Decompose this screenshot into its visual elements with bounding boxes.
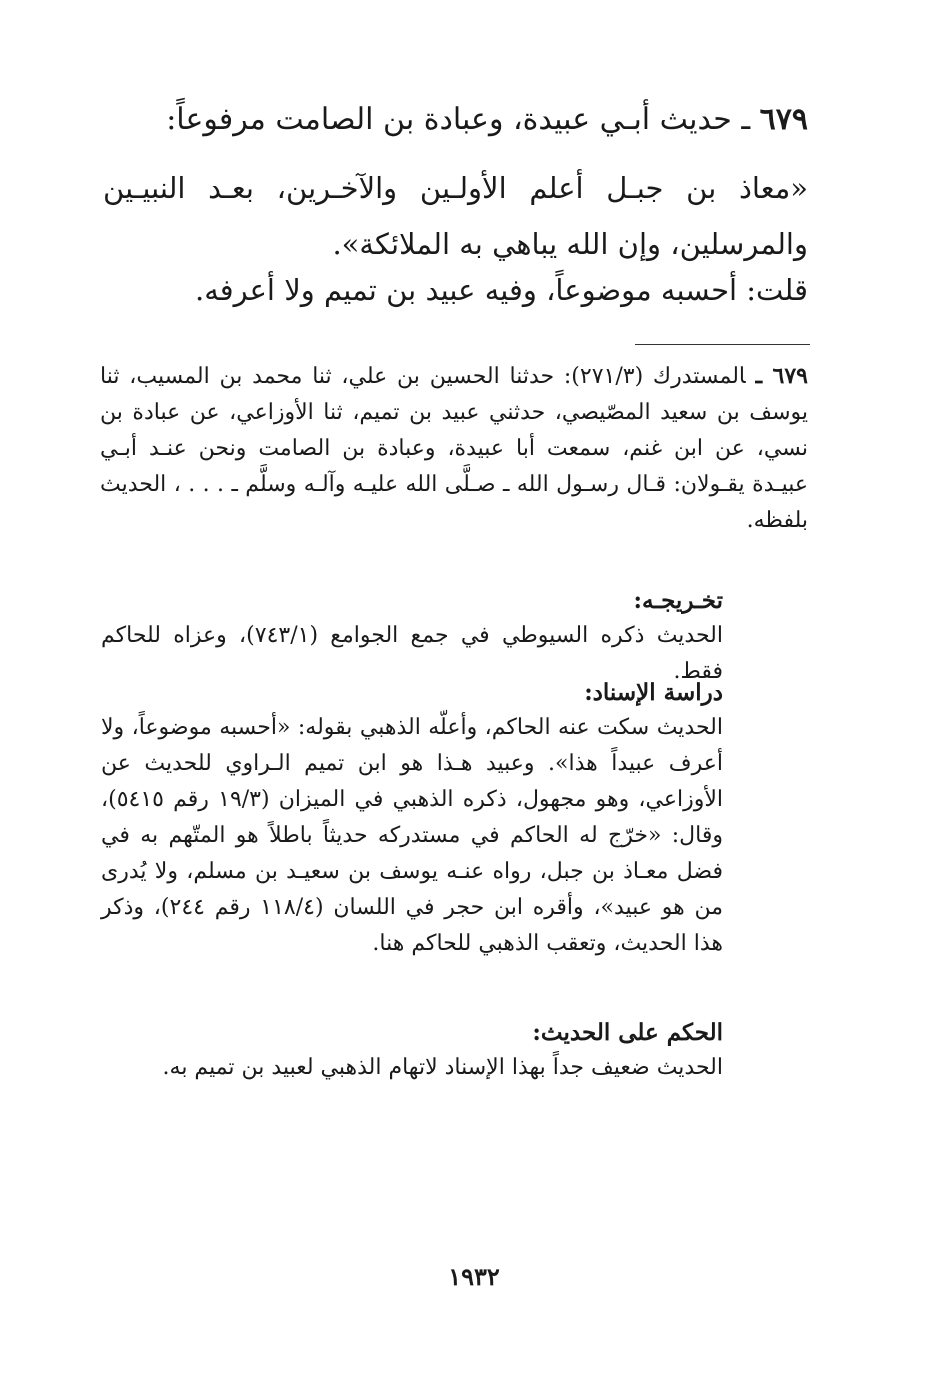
hukm-heading: الحكم على الحديث: [532, 1019, 723, 1046]
hadith-dash: ـ [741, 102, 751, 137]
footnote-number: ٦٧٩ ـ [755, 363, 808, 389]
dirasa-heading: دراسة الإسناد: [584, 679, 723, 706]
footnote [100, 358, 808, 539]
hadith-title-text: حديث أبـي عبيدة، وعبادة بن الصامت مرفوعاً: [166, 102, 732, 137]
hadith-number: ٦٧٩ [759, 102, 808, 137]
hadith-comment: قلت: أحسبه موضوعاً، وفيه عبيد بن تميم ولا أعرفه. [195, 273, 808, 307]
footnote-text: المستدرك (٢٧١/٣): حدثنا الحسين بن علي، ثنا محمد بن المسيب، ثنا يوسف بن سعيد المصّيصي، حدثني عبيد بن تميم، ثنا الأوزاعي، عن عبادة بن نسي، عن ابن غنم، سمعت أبا عبيدة، وعبادة بن الصامت ونحن عنـد أبـي عبيـدة يقـولان: قـال رسـول الله ـ صـلَّى الله عليـه وآلـه وسلَّم ـ . . . ، الحديث بلفظه. [100, 364, 808, 533]
hukm-section [101, 1016, 723, 1086]
takhrij-section [101, 584, 723, 690]
hadith-text: «معاذ بن جبـل أعلم الأولـين والآخـرين، بعـد النبيـين والمرسلين، وإن الله يباهي به الملائكة». [103, 171, 808, 261]
page-number: ١٩٣٢ [448, 1262, 500, 1291]
footnote-divider [635, 344, 810, 345]
takhrij-body: الحديث ذكره السيوطي في جمع الجوامع (٧٤٣/١)، وعزاه للحاكم فقط. [101, 623, 723, 684]
hukm-body: الحديث ضعيف جداً بهذا الإسناد لاتهام الذهبي لعبيد بن تميم به. [162, 1055, 723, 1080]
dirasa-body: الحديث سكت عنه الحاكم، وأعلّه الذهبي بقوله: «أحسبه موضوعاً، ولا أعرف عبيداً هذا». وعبيد هـذا هو ابن تميم الـراوي للحديث عن الأوزاعي، وهو مجهول، ذكره الذهبي في الميزان (١٩/٣ رقم ٥٤١٥)، وقال: «خرّج له الحاكم في مستدركه حديثاً باطلاً هو المتّهم به في فضل معـاذ بن جبل، رواه عنـه يوسف بن سعيـد بن مسلم، ولا يُدرى من هو عبيد»، وأقره ابن حجر في اللسان (١١٨/٤ رقم ٢٤٤)، وذكر هذا الحديث، وتعقب الذهبي للحاكم هنا. [101, 715, 723, 956]
takhrij-heading: تخـريجـه: [633, 587, 723, 614]
dirasa-section [101, 676, 723, 962]
hadith-title [108, 98, 808, 142]
